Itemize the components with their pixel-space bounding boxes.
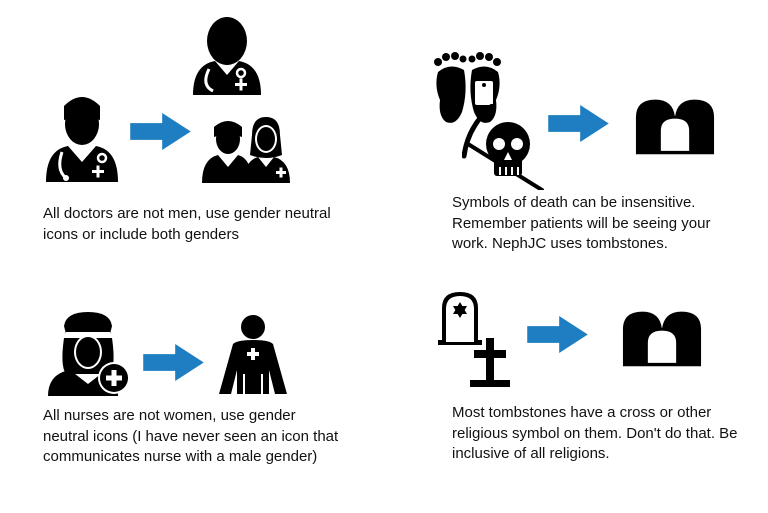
arrow-icon xyxy=(140,344,207,381)
arrow-icon xyxy=(524,316,591,353)
religion-caption: Most tombstones have a cross or other religious symbol on them. Don't do that. Be inclusive of all religions. xyxy=(452,404,738,462)
female-nurse-icon xyxy=(46,312,132,396)
religion-panel xyxy=(384,256,768,513)
death-panel xyxy=(384,0,768,256)
doctors-panel xyxy=(0,0,384,256)
tombstones-icon xyxy=(634,95,716,157)
doctors-caption: All doctors are not men, use gender neutral icons or include both genders xyxy=(43,205,331,243)
tombstones-icon xyxy=(621,307,703,369)
grim-reaper-skull-icon xyxy=(462,104,548,190)
gender-neutral-nurse-icon xyxy=(217,314,289,394)
male-female-doctors-icon xyxy=(200,115,292,183)
death-caption: Symbols of death can be insensitive. Remember patients will be seeing your work. NephJC uses tombstones. xyxy=(452,194,711,252)
arrow-icon xyxy=(127,113,194,150)
male-doctor-icon xyxy=(42,90,122,184)
cross-grave-icon xyxy=(470,336,510,388)
nurses-caption: All nurses are not women, use gender neutral icons (I have never seen an icon that communicates nurse with a male gender) xyxy=(43,407,339,465)
nurses-panel xyxy=(0,256,384,513)
arrow-icon xyxy=(545,105,612,142)
female-doctor-icon xyxy=(191,15,263,95)
